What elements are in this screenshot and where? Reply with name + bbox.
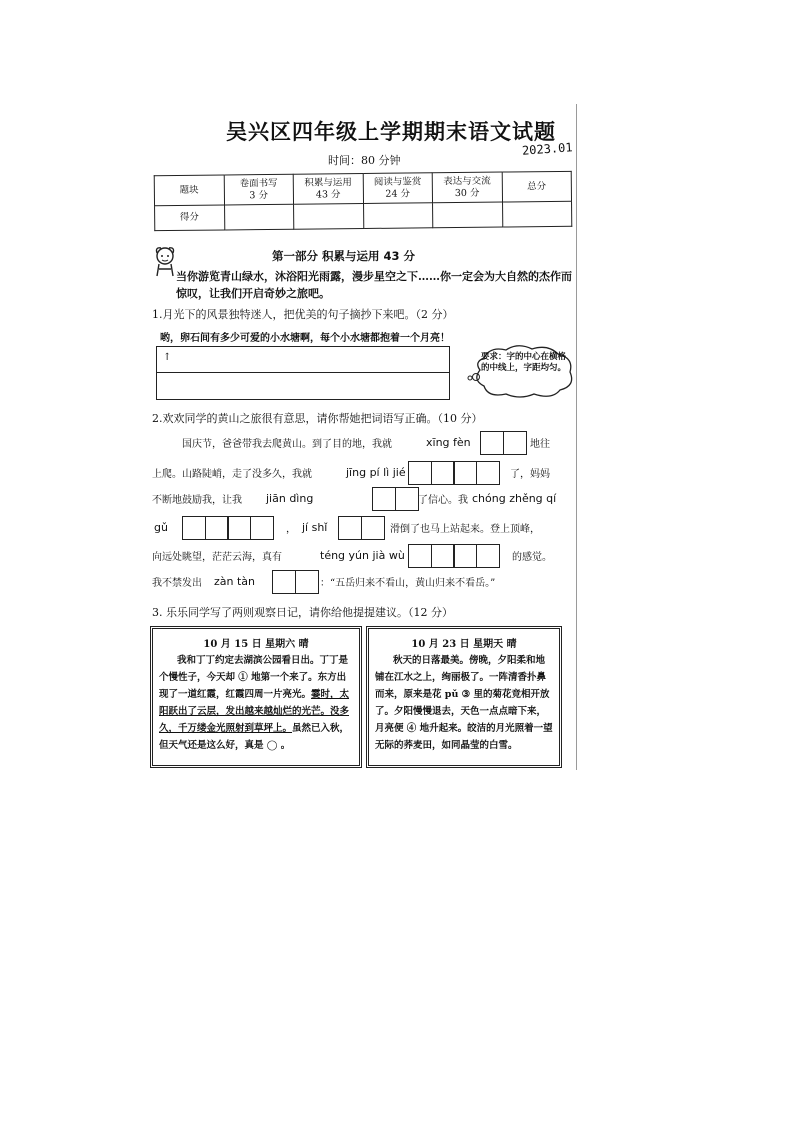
- q2-line-3: [152, 487, 572, 513]
- text: 地往: [530, 439, 550, 450]
- pinyin: jīng pí lì jié: [346, 466, 406, 479]
- pinyin: chóng zhěng qí: [472, 492, 557, 505]
- score-col-2: 积累与运用 43 分: [293, 174, 363, 205]
- score-cell[interactable]: [433, 202, 503, 228]
- q2-prompt: 2.欢欢同学的黄山之旅很有意思，请你帮她把词语写正确。（10 分）: [152, 412, 483, 425]
- score-col-4: 表达与交流 30 分: [432, 172, 502, 203]
- score-col-0: 题块: [154, 175, 224, 206]
- pinyin: téng yún jià wù: [320, 549, 405, 562]
- score-cell[interactable]: [224, 204, 294, 230]
- text: 国庆节，爸爸带我去爬黄山。到了目的地，我就: [182, 439, 392, 450]
- text: 上爬。山路陡峭，走了没多久，我就: [152, 469, 312, 480]
- diary-2-body: 秋天的日落最美。傍晚，夕阳柔和地铺在江水之上，绚丽极了。一阵清香扑鼻而来，原来是花 pǔ ③ 里的菊花竞相开放了。夕阳慢慢退去，天色一点点暗下来，月亮便 ④ 地升起来。皎洁的月光照着一望无际的荞麦田，如同晶莹的白雪。: [375, 655, 553, 751]
- requirement-text: 要求：字的中心在横格的中线上，字距均匀。: [481, 352, 567, 373]
- part1-title: 第一部分 积累与运用 43 分: [272, 249, 416, 263]
- text: 不断地鼓励我，让我: [152, 495, 242, 506]
- text: 我不禁发出: [152, 578, 202, 589]
- diary-1-date: 10 月 15 日 星期六 晴: [203, 639, 309, 650]
- answer-grid[interactable]: [182, 516, 272, 540]
- pinyin: zàn tàn: [214, 575, 256, 588]
- exam-sheet: [148, 100, 578, 772]
- q2-line-5: [152, 544, 572, 570]
- diary-1: [150, 626, 362, 768]
- q3-prompt: 3. 乐乐同学写了两则观察日记，请你给他提提建议。（12 分）: [152, 606, 453, 619]
- text: ：“五岳归来不看山，黄山归来不看岳。”: [320, 578, 496, 589]
- q1-sentence: 哟，卵石间有多少可爱的小水塘啊，每个小水塘都抱着一个月亮！: [160, 333, 450, 344]
- text: 的感觉。: [512, 552, 552, 563]
- score-col-1: 卷面书写 3 分: [224, 174, 294, 205]
- q2-line-2: [152, 461, 572, 487]
- q2-line-4: [152, 516, 572, 542]
- score-row: [155, 201, 572, 230]
- score-header-row: [154, 171, 571, 205]
- diary-1-body: 我和丁丁约定去湖滨公园看日出。丁丁是个慢性子，今天却 ① 地第一个来了。东方出现了一道红霞，红霞四周一片亮光。霎时，太阳跃出了云层，发出越来越灿烂的光芒。没多久，千万缕金光照射到草坪上。虽然已入秋，但天气还是这么好，真是 ◯ 。: [159, 655, 350, 751]
- underlined-sentence: 霎时，太阳跃出了云层，发出越来越灿烂的光芒。没多久，千万缕金光照射到草坪上。: [159, 689, 350, 734]
- q1-prompt: 1.月光下的风景独特迷人，把优美的句子摘抄下来吧。（2 分）: [152, 308, 454, 321]
- exam-title: 吴兴区四年级上学期期末语文试题: [226, 120, 556, 144]
- diary-2: [366, 626, 562, 768]
- score-col-5: 总分: [502, 171, 572, 202]
- answer-grid[interactable]: [408, 544, 498, 568]
- q1-writing-box[interactable]: [156, 346, 450, 400]
- text: 了信心。我: [418, 495, 468, 506]
- answer-grid[interactable]: [372, 487, 417, 511]
- q2-line-1: [152, 431, 572, 457]
- diary-2-date: 10 月 23 日 星期天 晴: [411, 639, 517, 650]
- pinyin: gǔ: [154, 521, 168, 534]
- score-cell[interactable]: [294, 203, 364, 229]
- writing-midline: [157, 372, 449, 373]
- score-table: [154, 171, 573, 231]
- text: 滑倒了也马上站起来。登上顶峰，: [390, 524, 540, 535]
- pinyin: xīng fèn: [426, 436, 471, 449]
- text: 了，妈妈: [510, 469, 550, 480]
- text: 向远处眺望，茫茫云海，真有: [152, 552, 282, 563]
- answer-grid[interactable]: [272, 570, 317, 594]
- exam-time: 时间：80 分钟: [328, 154, 401, 167]
- score-col-3: 阅读与鉴赏 24 分: [363, 173, 433, 204]
- text: ，: [286, 524, 296, 535]
- score-cell[interactable]: [363, 203, 433, 229]
- score-cell[interactable]: [502, 201, 572, 227]
- writing-mark: ↑: [163, 352, 172, 363]
- girl-mascot-icon: [152, 245, 178, 277]
- part1-intro: 当你游览青山绿水，沐浴阳光雨露，漫步星空之下……你一定会为大自然的杰作而惊叹，让我们开启奇妙之旅吧。: [176, 270, 572, 300]
- answer-grid[interactable]: [408, 461, 498, 485]
- answer-grid[interactable]: [480, 431, 525, 455]
- pinyin: jí shǐ: [302, 521, 328, 534]
- exam-year: 2023.01: [521, 140, 574, 158]
- score-row-label: 得分: [155, 205, 225, 231]
- pinyin: jiān dìng: [266, 492, 314, 505]
- answer-grid[interactable]: [338, 516, 383, 540]
- q2-line-6: [152, 570, 572, 596]
